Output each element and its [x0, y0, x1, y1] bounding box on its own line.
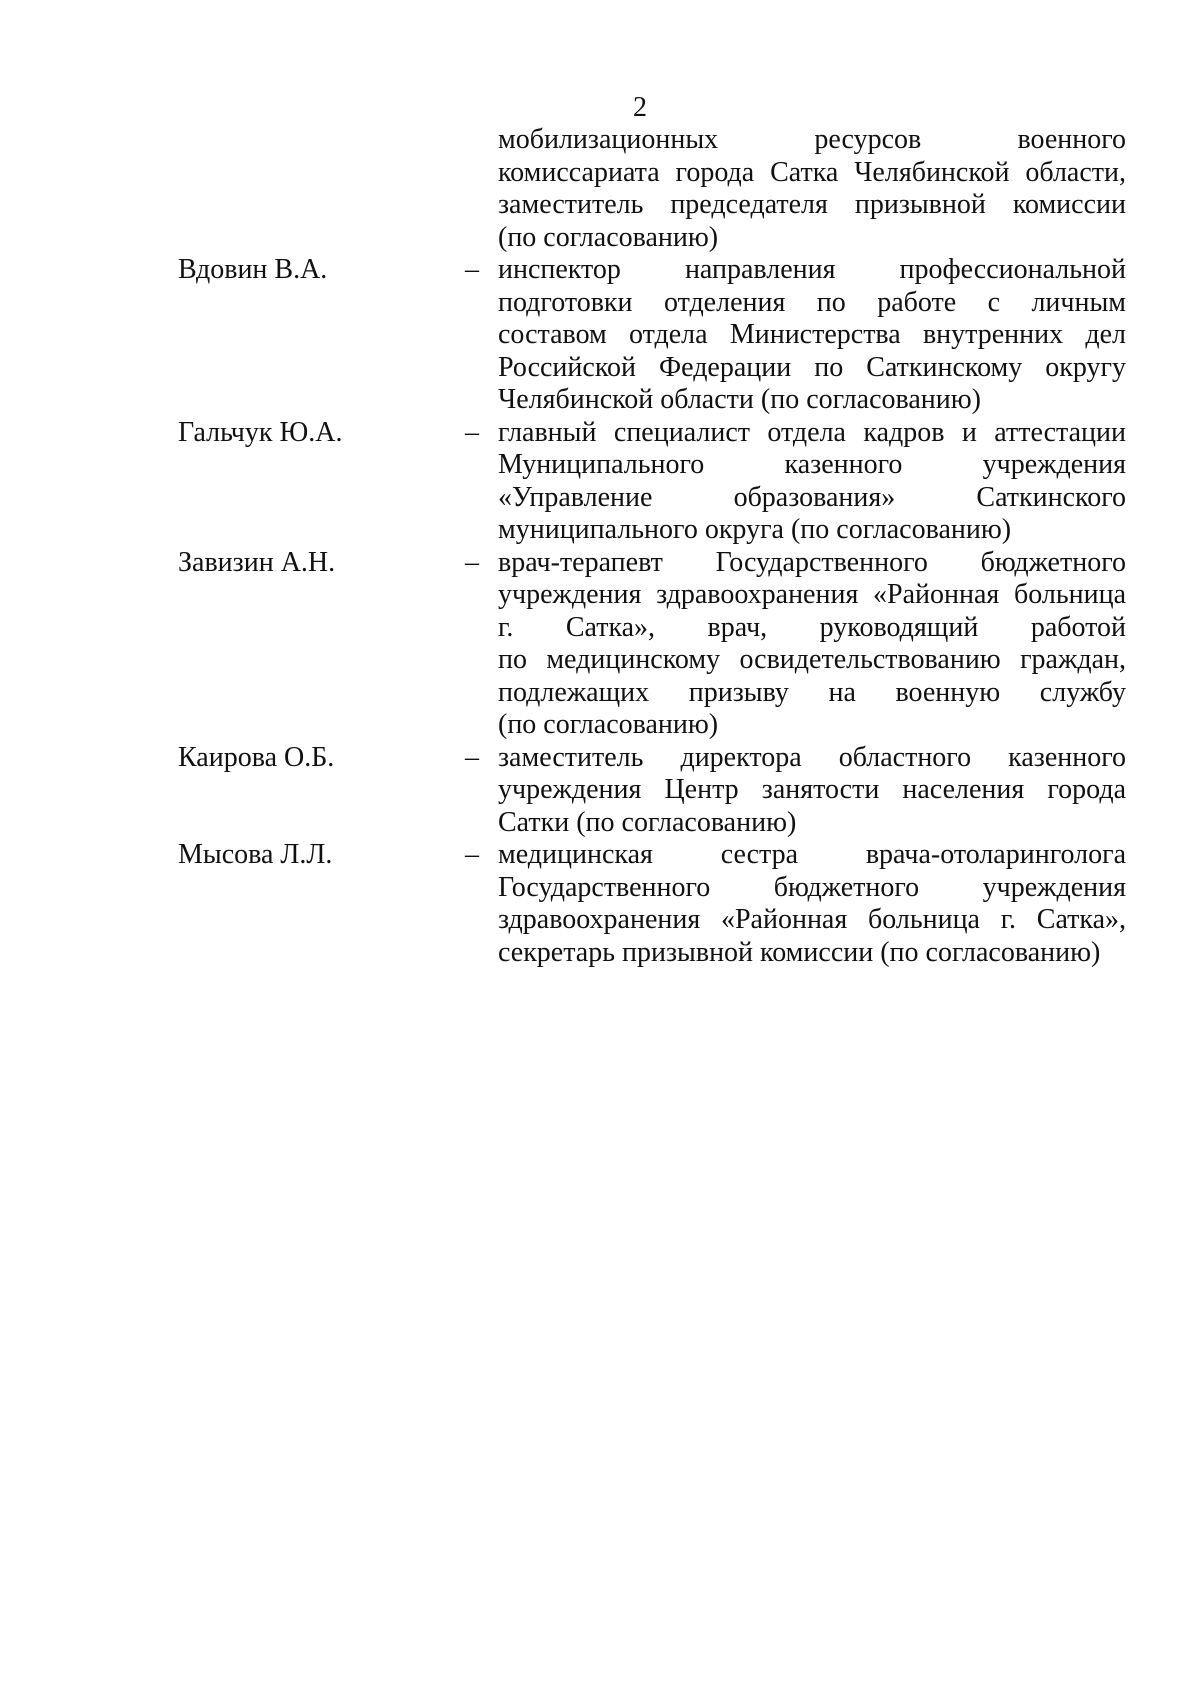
description-line: муниципального округа (по согласованию): [498, 514, 1012, 545]
description-line: (по согласованию): [498, 221, 719, 253]
member-description: [498, 839, 1126, 969]
member-entry: [0, 254, 1200, 417]
description-line: подлежащих призыву на военную службу: [498, 676, 1126, 708]
description-line: учреждения Центр занятости населения города: [498, 774, 1126, 805]
continued-description: [498, 124, 1126, 254]
member-entry: [0, 742, 1200, 840]
member-description: [498, 254, 1126, 417]
member-name: Каирова О.Б.: [178, 741, 335, 773]
member-dash: –: [465, 254, 479, 285]
member-entry: [0, 547, 1200, 742]
description-line: подготовки отделения по работе с личным: [498, 286, 1126, 318]
description-line: инспектор направления профессиональной: [498, 254, 1126, 285]
description-line: главный специалист отдела кадров и аттестации: [498, 416, 1126, 448]
description-line: здравоохранения «Районная больница г. Сатка»,: [498, 904, 1126, 935]
description-line: составом отдела Министерства внутренних дел: [498, 319, 1126, 350]
description-line: Российской Федерации по Саткинскому округу: [498, 351, 1126, 383]
member-entry: [0, 839, 1200, 969]
description-line: заместитель председателя призывной комиссии: [498, 189, 1126, 220]
member-dash: –: [465, 416, 479, 448]
member-description: [498, 417, 1126, 547]
description-line: Муниципального казенного учреждения: [498, 449, 1126, 480]
commission-members-list: [0, 254, 1200, 969]
description-line: мобилизационных ресурсов военного: [498, 124, 1126, 155]
member-dash: –: [465, 546, 479, 578]
description-line: по медицинскому освидетельствованию граждан,: [498, 644, 1126, 675]
description-line: комиссариата города Сатка Челябинской области,: [498, 156, 1126, 188]
member-dash: –: [465, 839, 479, 870]
description-line: секретарь призывной комиссии (по согласованию): [498, 936, 1101, 968]
description-line: Сатки (по согласованию): [498, 806, 797, 838]
description-line: заместитель директора областного казенного: [498, 741, 1126, 773]
description-line: Государственного бюджетного учреждения: [498, 871, 1126, 903]
description-line: г. Сатка», врач, руководящий работой: [498, 611, 1126, 643]
member-name: Гальчук Ю.А.: [178, 416, 343, 448]
description-line: медицинская сестра врача-отоларинголога: [498, 839, 1126, 870]
member-name: Мысова Л.Л.: [178, 839, 333, 870]
description-line: (по согласованию): [498, 709, 719, 740]
description-line: Челябинской области (по согласованию): [498, 384, 981, 415]
member-name: Вдовин В.А.: [178, 254, 328, 285]
member-description: [498, 547, 1126, 742]
member-dash: –: [465, 741, 479, 773]
member-description: [498, 742, 1126, 840]
member-name: Завизин А.Н.: [178, 546, 336, 578]
description-line: врач-терапевт Государственного бюджетного: [498, 546, 1126, 578]
member-entry: [0, 417, 1200, 547]
page-number: 2: [633, 92, 647, 123]
description-line: «Управление образования» Саткинского: [498, 481, 1126, 513]
description-line: учреждения здравоохранения «Районная больница: [498, 579, 1126, 610]
